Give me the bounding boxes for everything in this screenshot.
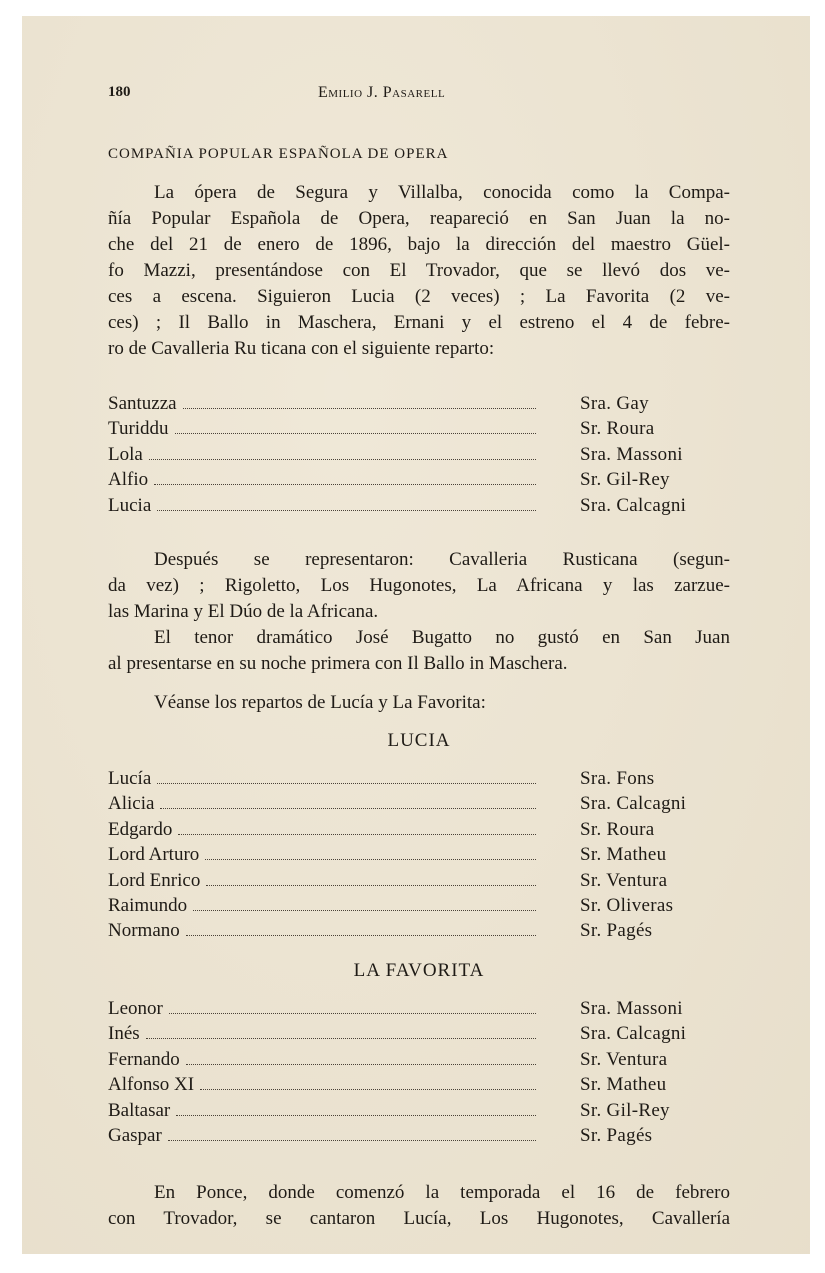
text-line: Después se representaron: Cavalleria Rusticana (segun- xyxy=(154,549,730,570)
text-line: fo Mazzi, presentándose con El Trovador, que se llevó dos ve- xyxy=(108,260,730,281)
singer-name: Sr. Matheu xyxy=(580,844,667,866)
text-line: che del 21 de enero de 1896, bajo la dirección del maestro Güel- xyxy=(108,234,730,255)
singer-name: Sra. Massoni xyxy=(580,443,683,465)
cast-list-lucia xyxy=(108,768,730,946)
role-name: Edgardo xyxy=(108,818,173,840)
favorita-heading: LA FAVORITA xyxy=(353,960,485,981)
cast-row xyxy=(108,1074,730,1099)
dot-leader xyxy=(160,794,536,809)
cast-row xyxy=(108,844,730,869)
after-paragraph xyxy=(108,547,730,677)
singer-name: Sr. Roura xyxy=(580,418,655,440)
cast-row xyxy=(108,870,730,895)
singer-name: Sra. Calcagni xyxy=(580,494,687,516)
singer-name: Sra. Fons xyxy=(580,768,655,789)
veanse-line xyxy=(108,690,730,716)
cast-row xyxy=(108,1125,730,1150)
cast-row xyxy=(108,793,730,818)
cast-row xyxy=(108,444,730,469)
role-name: Normano xyxy=(108,920,180,942)
cast-row xyxy=(108,469,730,494)
role-name: Baltasar xyxy=(108,1099,171,1121)
text-line: En Ponce, donde comenzó la temporada el 16 de febrero xyxy=(154,1182,730,1203)
singer-name: Sr. Ventura xyxy=(580,1048,668,1070)
role-name: Lucia xyxy=(108,494,152,516)
dot-leader xyxy=(176,1101,536,1116)
dot-leader xyxy=(157,769,536,784)
role-name: Turiddu xyxy=(108,418,169,440)
text-line: al presentarse en su noche primera con Il Ballo in Maschera. xyxy=(108,653,568,674)
role-name: Santuzza xyxy=(108,393,177,414)
role-name: Alicia xyxy=(108,793,155,815)
role-name: Lord Enrico xyxy=(108,869,201,891)
singer-name: Sr. Matheu xyxy=(580,1074,667,1096)
text-line: ces) ; Il Ballo in Maschera, Ernani y el estreno el 4 de febre- xyxy=(108,312,730,333)
role-name: Lola xyxy=(108,443,143,465)
cast-row xyxy=(108,393,730,418)
text-line: ñía Popular Española de Opera, reapareció en San Juan la no- xyxy=(108,208,730,229)
dot-leader xyxy=(149,445,536,460)
cast-row xyxy=(108,1049,730,1074)
cast-row xyxy=(108,495,730,520)
dot-leader xyxy=(178,820,536,835)
singer-name: Sr. Gil-Rey xyxy=(580,469,670,491)
singer-name: Sr. Pagés xyxy=(580,920,653,942)
singer-name: Sr. Oliveras xyxy=(580,894,674,916)
role-name: Leonor xyxy=(108,998,163,1019)
final-paragraph xyxy=(108,1180,730,1232)
text-line: con Trovador, se cantaron Lucía, Los Hugonotes, Cavallería xyxy=(108,1208,730,1229)
text-line: las Marina y El Dúo de la Africana. xyxy=(108,601,379,622)
cast-row xyxy=(108,895,730,920)
text-line: La ópera de Segura y Villalba, conocida como la Compa- xyxy=(154,182,730,203)
cast-row xyxy=(108,819,730,844)
lucia-heading: LUCIA xyxy=(387,730,451,751)
role-name: Alfio xyxy=(108,469,149,491)
role-name: Fernando xyxy=(108,1048,180,1070)
role-name: Alfonso XI xyxy=(108,1074,195,1096)
dot-leader xyxy=(154,470,536,485)
text-line: Véanse los repartos de Lucía y La Favorita: xyxy=(154,692,486,713)
dot-leader xyxy=(146,1024,536,1039)
role-name: Inés xyxy=(108,1023,140,1045)
dot-leader xyxy=(183,394,536,409)
dot-leader xyxy=(186,1050,536,1065)
intro-paragraph xyxy=(108,180,730,362)
dot-leader xyxy=(200,1075,536,1090)
dot-leader xyxy=(175,419,536,434)
cast-row xyxy=(108,1100,730,1125)
section-title: COMPAÑIA POPULAR ESPAÑOLA DE OPERA xyxy=(108,146,449,162)
role-name: Gaspar xyxy=(108,1124,162,1146)
cast-list-favorita xyxy=(108,998,730,1150)
text-line: ro de Cavalleria Ru ticana con el siguiente reparto: xyxy=(108,338,495,359)
singer-name: Sra. Massoni xyxy=(580,998,683,1019)
cast-row xyxy=(108,920,730,945)
singer-name: Sr. Pagés xyxy=(580,1124,653,1146)
dot-leader xyxy=(205,845,536,860)
singer-name: Sr. Roura xyxy=(580,818,655,840)
cast-row xyxy=(108,768,730,793)
dot-leader xyxy=(206,871,536,886)
role-name: Lord Arturo xyxy=(108,844,200,866)
cast-row xyxy=(108,1023,730,1048)
dot-leader xyxy=(168,1126,536,1141)
running-head-author: Emilio J. Pasarell xyxy=(318,84,446,101)
text-line: da vez) ; Rigoletto, Los Hugonotes, La Africana y las zarzue- xyxy=(108,575,730,596)
singer-name: Sra. Calcagni xyxy=(580,1023,687,1045)
singer-name: Sr. Gil-Rey xyxy=(580,1099,670,1121)
cast-list-cavalleria xyxy=(108,393,730,520)
singer-name: Sra. Calcagni xyxy=(580,793,687,815)
text-line: ces a escena. Siguieron Lucia (2 veces) ; La Favorita (2 ve- xyxy=(108,286,730,307)
dot-leader xyxy=(186,921,536,936)
role-name: Lucía xyxy=(108,768,152,789)
dot-leader xyxy=(157,496,536,511)
page-number: 180 xyxy=(108,84,131,100)
dot-leader xyxy=(193,896,536,911)
role-name: Raimundo xyxy=(108,894,188,916)
dot-leader xyxy=(169,999,536,1014)
cast-row xyxy=(108,418,730,443)
text-line: El tenor dramático José Bugatto no gustó en San Juan xyxy=(154,627,730,648)
cast-row xyxy=(108,998,730,1023)
singer-name: Sra. Gay xyxy=(580,393,649,414)
singer-name: Sr. Ventura xyxy=(580,869,668,891)
